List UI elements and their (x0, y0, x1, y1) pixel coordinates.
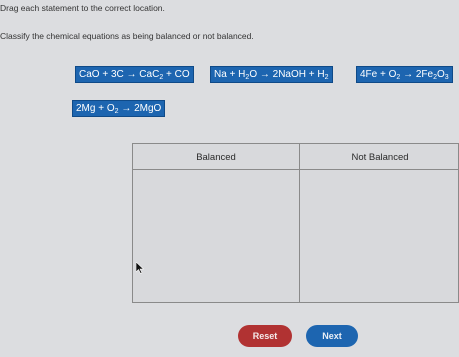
equation-text: 2Mg + O (76, 103, 115, 114)
equation-chip-mg[interactable] (72, 100, 165, 117)
subscript: 2 (396, 74, 401, 81)
classify-instruction: Classify the chemical equations as being balanced or not balanced. (0, 31, 254, 41)
equation-text: → (259, 69, 270, 80)
equation-text: Na + H (214, 69, 246, 80)
equation-text: O (437, 69, 445, 80)
equation-text: CaO + 3C (79, 69, 127, 80)
equation-text: CaC (136, 69, 160, 80)
mouse-cursor-icon (136, 262, 145, 274)
not-balanced-drop-zone[interactable] (300, 170, 458, 302)
not-balanced-header: Not Balanced (351, 152, 409, 163)
equation-text: 2Fe (413, 69, 434, 80)
reset-button[interactable]: Reset (238, 325, 292, 347)
drag-instruction: Drag each statement to the correct location. (0, 3, 165, 13)
balanced-header: Balanced (196, 152, 236, 163)
equation-text: O (249, 69, 260, 80)
equation-text: → (121, 103, 132, 114)
equation-text: → (126, 69, 137, 80)
subscript: 2 (159, 74, 164, 81)
equation-text: 4Fe + O (360, 69, 397, 80)
subscript: 2 (324, 74, 329, 81)
equation-chip-fe[interactable] (356, 66, 453, 83)
equation-text: + CO (163, 69, 190, 80)
equation-chip-na[interactable] (210, 66, 333, 83)
equation-text: → (403, 69, 414, 80)
classification-table (132, 143, 459, 303)
subscript: 2 (433, 74, 438, 81)
subscript: 3 (444, 74, 449, 81)
subscript: 2 (245, 74, 250, 81)
balanced-drop-zone[interactable] (133, 170, 299, 302)
subscript: 2 (114, 108, 119, 115)
equation-text: 2NaOH + H (269, 69, 325, 80)
next-button[interactable]: Next (306, 325, 358, 347)
equation-chip-cao[interactable] (75, 66, 194, 83)
equation-text: 2MgO (131, 103, 162, 114)
